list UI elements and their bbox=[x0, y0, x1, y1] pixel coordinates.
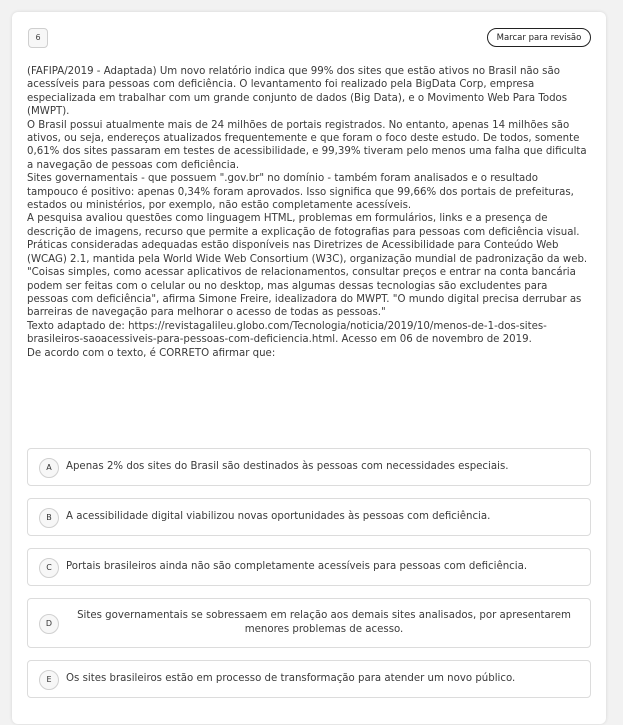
question-card bbox=[12, 12, 606, 724]
statement-paragraph: Sites governamentais - que possuem ".gov.br" no domínio - também foram analisados e o resultado tampouco é positivo: apenas 0,34% foram aprovados. Isso significa que 99,66% dos portais de prefeituras, estados ou ministérios, por exemplo, não estão completamente acessíveis. bbox=[27, 173, 574, 212]
option-text-b: A acessibilidade digital viabilizou novas oportunidades às pessoas com deficiência. bbox=[66, 511, 491, 522]
option-letter-c: C bbox=[39, 558, 59, 578]
question-statement bbox=[27, 65, 589, 360]
option-d[interactable] bbox=[27, 598, 591, 648]
option-text-d: Sites governamentais se sobressaem em relação aos demais sites analisados, por apresentarem menores problemas de acesso. bbox=[77, 610, 571, 635]
statement-paragraph: "Coisas simples, como acessar aplicativos de relacionamentos, consultar preços e entrar na conta bancária podem ser feitas com o celular ou no desktop, mas algumas dessas tecnologias são excludentes para pessoas com deficiência", afirma Simone Freire, idealizadora do MWPT. "O mundo digital precisa derrubar as barreiras de navegação para melhorar o acesso de todas as pessoas." bbox=[27, 267, 582, 319]
statement-paragraph: (FAFIPA/2019 - Adaptada) Um novo relatório indica que 99% dos sites que estão ativos no Brasil não são acessíveis para pessoas com deficiência. O levantamento foi realizado pela BigData Corp, empresa especializada em trabalhar com um grande conjunto de dados (Big Data), e o Movimento Web Para Todos (MWPT). bbox=[27, 66, 568, 118]
mark-for-review-button[interactable]: Marcar para revisão bbox=[487, 28, 591, 47]
option-b[interactable] bbox=[27, 498, 591, 536]
statement-paragraph: O Brasil possui atualmente mais de 24 milhões de portais registrados. No entanto, apenas 14 milhões são ativos, ou seja, endereços atualizados frequentemente e que foram o foco deste estudo. De todos, somente 0,61% dos sites passaram em testes de acessibilidade, e 99,39% tiveram pelo menos uma falha que dificulta a navegação de pessoas com deficiência. bbox=[27, 119, 587, 171]
option-letter-e: E bbox=[39, 670, 59, 690]
option-text-e: Os sites brasileiros estão em processo de transformação para atender um novo público. bbox=[66, 673, 516, 684]
question-prompt: De acordo com o texto, é CORRETO afirmar que: bbox=[27, 347, 276, 359]
option-a[interactable] bbox=[27, 448, 591, 486]
statement-paragraph: Texto adaptado de: https://revistagalileu.globo.com/Tecnologia/noticia/2019/10/menos-de-1-dos-sites-brasileiros-saoacessiveis-para-pessoas-com-deficiencia.html. Acesso em 06 de novembro de 2019. bbox=[27, 320, 547, 346]
question-number: 6 bbox=[28, 28, 48, 48]
statement-paragraph: A pesquisa avaliou questões como linguagem HTML, problemas em formulários, links e a presença de descrição de imagens, recurso que permite a explicação de fotografias para pessoas com deficiência visual. Práticas consideradas adequadas estão disponíveis nas Diretrizes de Acessibilidade para Conteúdo Web (WCAG) 2.1, mantida pela World Wide Web Consortium (W3C), organização mundial de padronização da web. bbox=[27, 213, 588, 265]
option-letter-a: A bbox=[39, 458, 59, 478]
option-letter-b: B bbox=[39, 508, 59, 528]
option-c[interactable] bbox=[27, 548, 591, 586]
option-e[interactable] bbox=[27, 660, 591, 698]
option-letter-d: D bbox=[39, 614, 59, 634]
answer-options bbox=[27, 448, 591, 710]
option-text-c: Portais brasileiros ainda não são completamente acessíveis para pessoas com deficiência. bbox=[66, 561, 528, 572]
option-text-a: Apenas 2% dos sites do Brasil são destinados às pessoas com necessidades especiais. bbox=[66, 461, 509, 472]
